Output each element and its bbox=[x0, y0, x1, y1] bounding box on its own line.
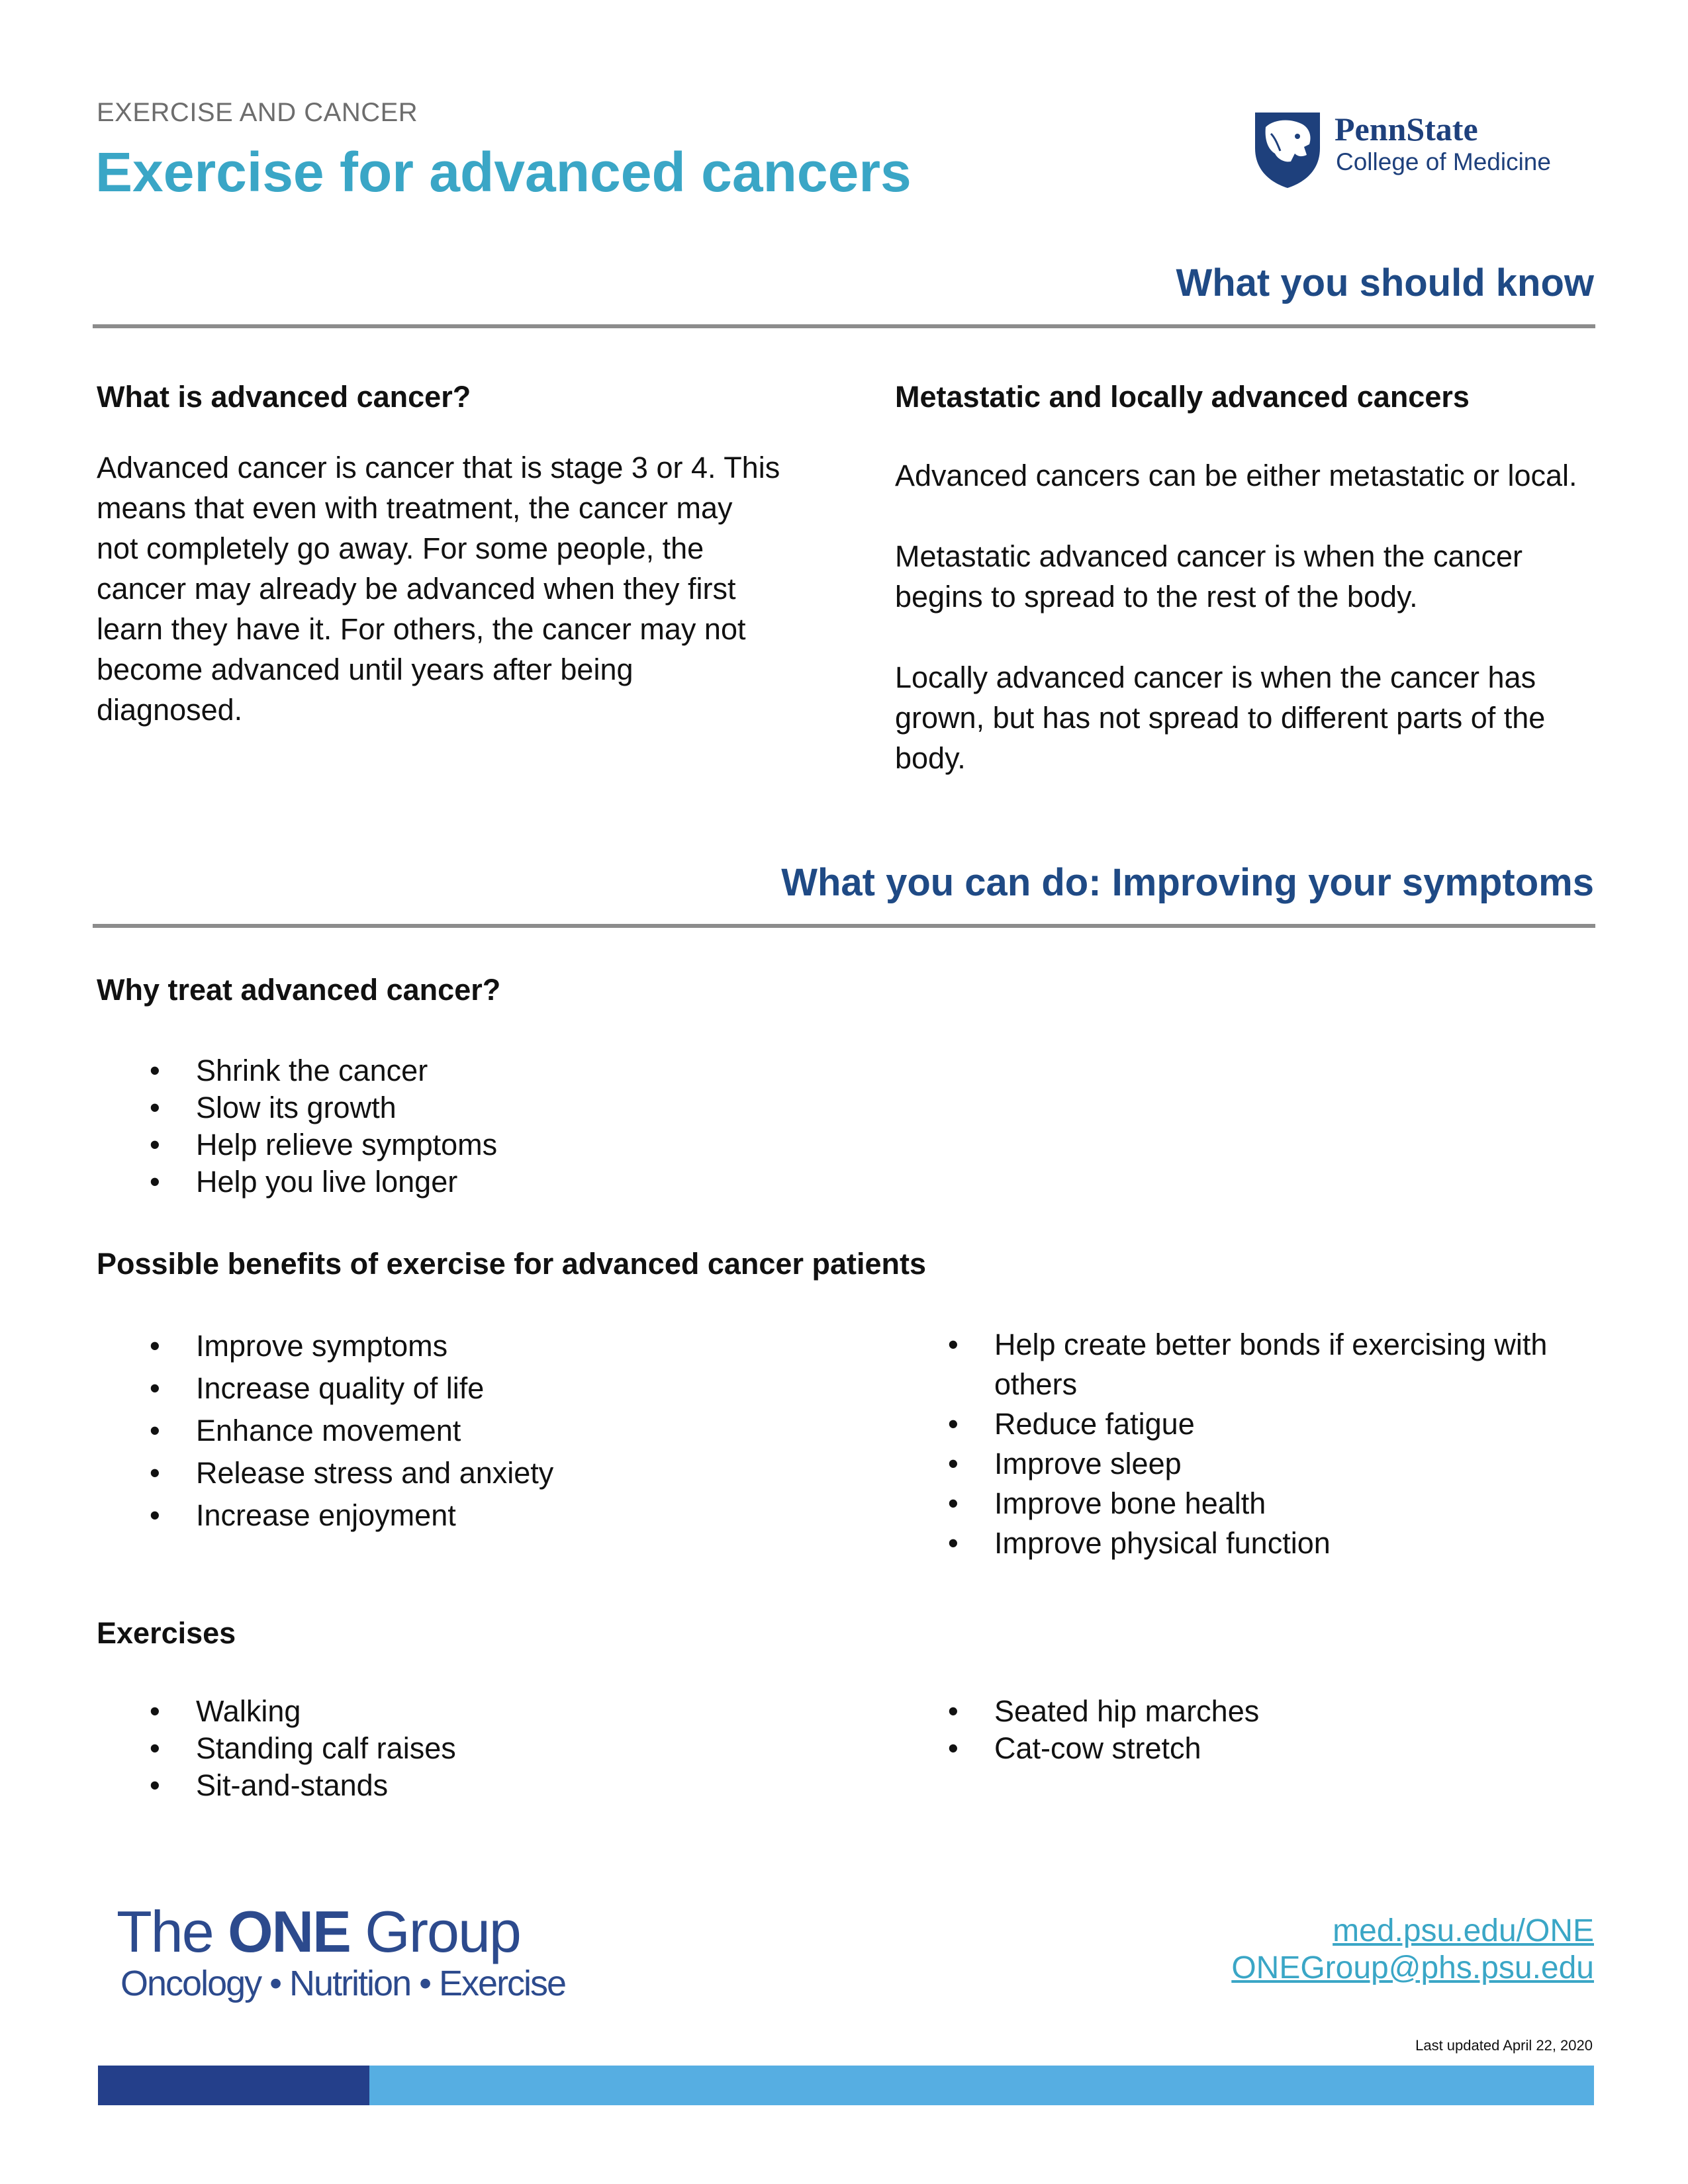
list-item: • Improve symptoms bbox=[97, 1325, 553, 1367]
section-divider bbox=[93, 924, 1595, 928]
bullet-icon: • bbox=[150, 1768, 160, 1802]
para-line: Metastatic advanced cancer is when the cancer bbox=[895, 539, 1523, 573]
list-item: • Standing calf raises bbox=[97, 1730, 456, 1767]
list-item: • Release stress and anxiety bbox=[97, 1452, 553, 1494]
logo-name: PennState bbox=[1335, 111, 1478, 148]
bullet-icon: • bbox=[150, 1694, 160, 1728]
bullet-icon: • bbox=[948, 1328, 959, 1361]
section-heading-can-do: What you can do: Improving your symptoms bbox=[781, 861, 1594, 904]
para-line: diagnosed. bbox=[97, 693, 243, 727]
bullet-icon: • bbox=[948, 1447, 959, 1480]
one-group-group: Group bbox=[365, 1899, 520, 1964]
bullet-icon: • bbox=[150, 1731, 160, 1765]
list-item: • Seated hip marches bbox=[895, 1693, 1259, 1730]
para-line: means that even with treatment, the cancer may bbox=[97, 491, 733, 525]
para-line: not completely go away. For some people, the bbox=[97, 531, 704, 565]
list-item: • Improve sleep bbox=[895, 1444, 1547, 1484]
pennstate-logo bbox=[1251, 107, 1582, 193]
exercises-list-right bbox=[895, 1693, 1259, 1767]
email-link[interactable]: ONEGroup@phs.psu.edu bbox=[1231, 1950, 1594, 1985]
one-group-the: The bbox=[117, 1899, 213, 1964]
bullet-icon: • bbox=[948, 1526, 959, 1560]
subhead-benefits: Possible benefits of exercise for advanced cancer patients bbox=[97, 1247, 926, 1281]
subhead-exercises: Exercises bbox=[97, 1616, 236, 1650]
bullet-icon: • bbox=[150, 1329, 160, 1363]
para-line: grown, but has not spread to different parts of the bbox=[895, 701, 1546, 735]
list-item: • Shrink the cancer bbox=[97, 1052, 497, 1089]
logo-subtitle: College of Medicine bbox=[1336, 148, 1551, 175]
advanced-cancer-paragraph bbox=[97, 447, 858, 730]
list-item: • Increase quality of life bbox=[97, 1367, 553, 1410]
para-line: learn they have it. For others, the cancer may not bbox=[97, 612, 746, 646]
list-item: • Cat-cow stretch bbox=[895, 1730, 1259, 1767]
bullet-icon: • bbox=[948, 1486, 959, 1520]
one-group-one: ONE bbox=[228, 1899, 350, 1964]
bullet-icon: • bbox=[150, 1091, 160, 1124]
footer-bar-light bbox=[369, 2066, 1594, 2105]
subhead-metastatic: Metastatic and locally advanced cancers bbox=[895, 380, 1470, 414]
list-item: • Walking bbox=[97, 1693, 456, 1730]
contact-links bbox=[1231, 1913, 1594, 1987]
list-item: • Improve bone health bbox=[895, 1484, 1547, 1524]
subhead-what-is: What is advanced cancer? bbox=[97, 380, 471, 414]
para-line: begins to spread to the rest of the body. bbox=[895, 580, 1418, 614]
benefits-list-right bbox=[895, 1325, 1547, 1563]
exercises-list-left bbox=[97, 1693, 456, 1804]
nittany-lion-shield-icon bbox=[1251, 107, 1324, 189]
list-item: • Improve physical function bbox=[895, 1524, 1547, 1563]
para-line: Locally advanced cancer is when the cancer has bbox=[895, 660, 1536, 694]
list-item: • Help create better bonds if exercising with others bbox=[895, 1325, 1547, 1404]
bullet-icon: • bbox=[948, 1694, 959, 1728]
website-link[interactable]: med.psu.edu/ONE bbox=[1333, 1913, 1594, 1948]
eyebrow-label: EXERCISE AND CANCER bbox=[97, 98, 418, 127]
list-item: • Sit-and-stands bbox=[97, 1767, 456, 1804]
subhead-why-treat: Why treat advanced cancer? bbox=[97, 973, 501, 1007]
metastatic-text bbox=[895, 455, 1597, 778]
page-title: Exercise for advanced cancers bbox=[95, 141, 912, 203]
list-item: • Help relieve symptoms bbox=[97, 1126, 497, 1163]
benefits-list-left bbox=[97, 1325, 553, 1537]
bullet-icon: • bbox=[150, 1054, 160, 1087]
bullet-icon: • bbox=[948, 1731, 959, 1765]
para-line: become advanced until years after being bbox=[97, 653, 633, 686]
bullet-icon: • bbox=[150, 1498, 160, 1532]
para-line: cancer may already be advanced when they first bbox=[97, 572, 736, 606]
list-item: • Slow its growth bbox=[97, 1089, 497, 1126]
section-divider bbox=[93, 324, 1595, 328]
why-treat-list bbox=[97, 1052, 497, 1201]
list-item: • Reduce fatigue bbox=[895, 1404, 1547, 1444]
list-item: • Help you live longer bbox=[97, 1163, 497, 1201]
list-item: • Increase enjoyment bbox=[97, 1494, 553, 1537]
bullet-icon: • bbox=[948, 1407, 959, 1441]
para-line: Advanced cancers can be either metastatic or local. bbox=[895, 459, 1577, 492]
last-updated: Last updated April 22, 2020 bbox=[1415, 2037, 1593, 2054]
bullet-icon: • bbox=[150, 1456, 160, 1490]
list-item: • Enhance movement bbox=[97, 1410, 553, 1452]
footer-bar-dark bbox=[98, 2066, 369, 2105]
one-group-logo bbox=[117, 1898, 520, 1966]
section-heading-know: What you should know bbox=[1176, 261, 1594, 304]
para-line: Advanced cancer is cancer that is stage 3 or 4. This bbox=[97, 451, 780, 484]
bullet-icon: • bbox=[150, 1371, 160, 1405]
bullet-icon: • bbox=[150, 1414, 160, 1447]
bullet-icon: • bbox=[150, 1128, 160, 1161]
one-group-tagline: Oncology • Nutrition • Exercise bbox=[120, 1964, 566, 2003]
para-line: body. bbox=[895, 741, 966, 775]
bullet-icon: • bbox=[150, 1165, 160, 1199]
